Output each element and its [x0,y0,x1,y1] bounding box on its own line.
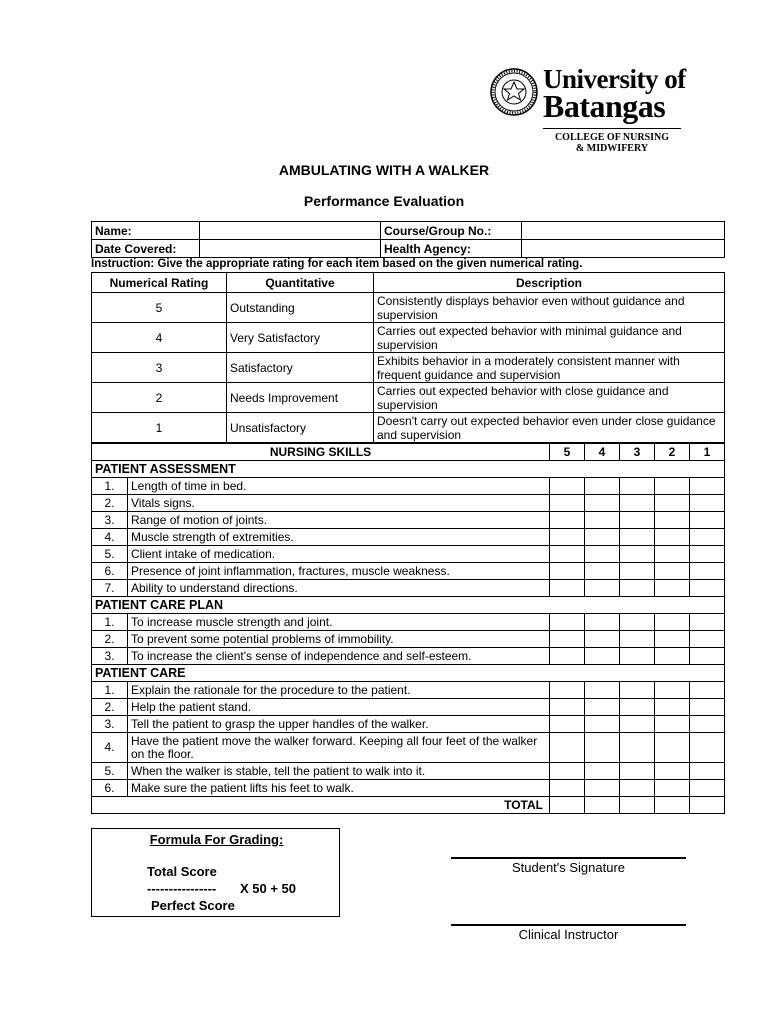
skill-item-row [92,733,725,763]
score-cell[interactable] [690,563,725,580]
rating-header-numerical: Numerical Rating [92,273,227,293]
score-cell[interactable] [620,682,655,699]
skill-item-text: When the walker is stable, tell the patient to walk into it. [128,763,550,780]
score-header-4: 4 [585,444,620,461]
score-cell[interactable] [550,614,585,631]
skill-item-number: 1. [92,614,128,631]
rating-description: Consistently displays behavior even without guidance and supervision [374,293,725,323]
score-cell[interactable] [620,512,655,529]
score-cell[interactable] [585,529,620,546]
course-label: Course/Group No.: [381,222,522,240]
score-cell[interactable] [550,478,585,495]
score-cell[interactable] [690,495,725,512]
score-cell[interactable] [655,478,690,495]
skill-item-text: Muscle strength of extremities. [128,529,550,546]
score-cell[interactable] [690,546,725,563]
score-cell[interactable] [690,699,725,716]
score-cell[interactable] [550,682,585,699]
score-cell[interactable] [550,546,585,563]
score-cell[interactable] [655,682,690,699]
score-cell[interactable] [620,699,655,716]
score-cell[interactable] [690,648,725,665]
university-seal-logo [490,68,538,116]
score-cell[interactable] [620,733,655,763]
skill-item-row [92,546,725,563]
score-cell[interactable] [655,716,690,733]
skill-item-number: 1. [92,682,128,699]
rating-description: Carries out expected behavior with close guidance and supervision [374,383,725,413]
score-cell[interactable] [620,529,655,546]
skill-item-text: Client intake of medication. [128,546,550,563]
score-cell[interactable] [690,780,725,797]
section-title: PATIENT CARE PLAN [92,597,725,614]
rating-quantitative: Very Satisfactory [227,323,374,353]
score-cell[interactable] [655,580,690,597]
rating-description: Doesn't carry out expected behavior even under close guidance and supervision [374,413,725,443]
instruction-text: Instruction: Give the appropriate rating for each item based on the given numerical rating. [91,258,583,270]
nursing-skills-table [91,443,725,814]
skill-item-number: 4. [92,529,128,546]
skill-item-text: Vitals signs. [128,495,550,512]
score-cell[interactable] [620,563,655,580]
score-cell[interactable] [585,495,620,512]
score-cell[interactable] [585,614,620,631]
skill-item-text: Tell the patient to grasp the upper handles of the walker. [128,716,550,733]
score-cell[interactable] [655,529,690,546]
rating-header-description: Description [374,273,725,293]
score-cell[interactable] [585,512,620,529]
score-cell[interactable] [655,546,690,563]
skill-item-number: 5. [92,763,128,780]
rating-row [92,413,725,443]
score-cell[interactable] [585,780,620,797]
student-info-table [91,221,725,258]
score-cell[interactable] [690,614,725,631]
score-header-1: 1 [690,444,725,461]
score-cell[interactable] [690,797,725,814]
course-field[interactable] [522,222,725,240]
score-cell[interactable] [655,512,690,529]
skill-item-text: Have the patient move the walker forward. Keeping all four feet of the walker on the floor. [128,733,550,763]
skill-item-row [92,682,725,699]
score-cell[interactable] [655,563,690,580]
score-cell[interactable] [585,546,620,563]
rating-row [92,353,725,383]
date-field[interactable] [200,240,381,258]
college-name-line1: COLLEGE OF NURSING [554,132,670,143]
score-cell[interactable] [585,699,620,716]
rating-value: 5 [92,293,227,323]
skill-item-row [92,478,725,495]
score-cell[interactable] [655,648,690,665]
score-cell[interactable] [550,648,585,665]
name-field[interactable] [200,222,381,240]
score-cell[interactable] [620,797,655,814]
agency-field[interactable] [522,240,725,258]
skill-item-number: 3. [92,716,128,733]
score-cell[interactable] [620,580,655,597]
score-cell[interactable] [550,512,585,529]
score-cell[interactable] [620,478,655,495]
score-cell[interactable] [690,631,725,648]
skill-item-number: 7. [92,580,128,597]
score-cell[interactable] [585,580,620,597]
skill-item-number: 2. [92,699,128,716]
score-cell[interactable] [690,478,725,495]
instructor-signature-label: Clinical Instructor [518,927,619,942]
score-cell[interactable] [655,797,690,814]
score-cell[interactable] [620,763,655,780]
formula-total-score: Total Score [147,864,217,879]
rating-value: 3 [92,353,227,383]
score-cell[interactable] [585,763,620,780]
score-cell[interactable] [550,563,585,580]
score-cell[interactable] [585,733,620,763]
rating-value: 4 [92,323,227,353]
score-cell[interactable] [620,495,655,512]
skill-item-number: 2. [92,631,128,648]
rating-row [92,293,725,323]
rating-value: 1 [92,413,227,443]
skill-item-row [92,716,725,733]
score-cell[interactable] [550,797,585,814]
score-cell[interactable] [690,716,725,733]
skill-item-row [92,495,725,512]
score-cell[interactable] [550,716,585,733]
score-cell[interactable] [550,733,585,763]
score-cell[interactable] [550,780,585,797]
rating-value: 2 [92,383,227,413]
skill-item-row [92,614,725,631]
student-signature-line[interactable] [451,857,686,859]
name-label: Name: [92,222,200,240]
score-cell[interactable] [550,631,585,648]
skill-item-row [92,780,725,797]
section-title: PATIENT ASSESSMENT [92,461,725,478]
score-cell[interactable] [585,682,620,699]
score-cell[interactable] [690,763,725,780]
score-cell[interactable] [655,763,690,780]
skills-section-header [92,461,725,478]
score-header-2: 2 [655,444,690,461]
rating-scale-table [91,272,725,443]
grading-formula-box [91,828,340,917]
skill-item-row [92,763,725,780]
skill-item-text: To increase the client's sense of independence and self-esteem. [128,648,550,665]
total-label: TOTAL [92,797,550,814]
student-signature-label: Student's Signature [511,860,626,875]
formula-fraction-line: ---------------- [147,881,217,896]
score-cell[interactable] [655,780,690,797]
skill-item-row [92,563,725,580]
score-header-5: 5 [550,444,585,461]
score-cell[interactable] [655,631,690,648]
skill-item-row [92,631,725,648]
formula-multiplier: X 50 + 50 [240,881,297,896]
skill-item-text: To prevent some potential problems of immobility. [128,631,550,648]
score-cell[interactable] [620,546,655,563]
skill-item-number: 6. [92,780,128,797]
skill-item-number: 4. [92,733,128,763]
formula-perfect-score: Perfect Score [151,898,235,913]
date-label: Date Covered: [92,240,200,258]
rating-description: Exhibits behavior in a moderately consistent manner with frequent guidance and supervision [374,353,725,383]
score-cell[interactable] [690,529,725,546]
score-cell[interactable] [655,614,690,631]
agency-label: Health Agency: [381,240,522,258]
skill-item-text: Presence of joint inflammation, fractures, muscle weakness. [128,563,550,580]
skills-header: NURSING SKILLS [92,444,550,461]
rating-quantitative: Satisfactory [227,353,374,383]
university-name-line1: University of [543,64,686,94]
skill-item-text: To increase muscle strength and joint. [128,614,550,631]
skill-item-number: 1. [92,478,128,495]
score-cell[interactable] [620,631,655,648]
score-cell[interactable] [620,780,655,797]
rating-row [92,383,725,413]
skill-item-row [92,512,725,529]
score-cell[interactable] [585,716,620,733]
skill-item-text: Ability to understand directions. [128,580,550,597]
skill-item-text: Range of motion of joints. [128,512,550,529]
skill-item-text: Make sure the patient lifts his feet to walk. [128,780,550,797]
skill-item-number: 3. [92,648,128,665]
instructor-signature-line[interactable] [451,924,686,926]
rating-quantitative: Needs Improvement [227,383,374,413]
score-cell[interactable] [655,699,690,716]
skill-item-row [92,699,725,716]
skill-item-row [92,580,725,597]
score-cell[interactable] [585,797,620,814]
score-cell[interactable] [585,478,620,495]
skills-section-header [92,597,725,614]
total-row [92,797,725,814]
college-name-line2: & MIDWIFERY [575,143,649,154]
score-header-3: 3 [620,444,655,461]
score-cell[interactable] [620,648,655,665]
score-cell[interactable] [655,733,690,763]
score-cell[interactable] [550,529,585,546]
score-cell[interactable] [585,648,620,665]
score-cell[interactable] [690,682,725,699]
formula-title: Formula For Grading: [149,832,284,847]
skill-item-row [92,529,725,546]
score-cell[interactable] [690,512,725,529]
rating-description: Carries out expected behavior with minimal guidance and supervision [374,323,725,353]
score-cell[interactable] [690,580,725,597]
skill-item-text: Length of time in bed. [128,478,550,495]
skills-section-header [92,665,725,682]
university-name-line2: Batangas [543,88,666,124]
score-cell[interactable] [550,763,585,780]
document-title: AMBULATING WITH A WALKER [278,162,490,178]
score-cell[interactable] [550,699,585,716]
score-cell[interactable] [550,495,585,512]
score-cell[interactable] [690,733,725,763]
score-cell[interactable] [620,716,655,733]
rating-quantitative: Unsatisfactory [227,413,374,443]
skill-item-row [92,648,725,665]
score-cell[interactable] [550,580,585,597]
skill-item-number: 2. [92,495,128,512]
header-divider [543,128,681,129]
score-cell[interactable] [655,495,690,512]
document-subtitle: Performance Evaluation [303,193,465,209]
rating-header-quantitative: Quantitative [227,273,374,293]
skill-item-number: 5. [92,546,128,563]
rating-quantitative: Outstanding [227,293,374,323]
skill-item-text: Explain the rationale for the procedure to the patient. [128,682,550,699]
college-name [543,132,681,154]
score-cell[interactable] [620,614,655,631]
skill-item-number: 6. [92,563,128,580]
skill-item-number: 3. [92,512,128,529]
score-cell[interactable] [585,563,620,580]
skill-item-text: Help the patient stand. [128,699,550,716]
section-title: PATIENT CARE [92,665,725,682]
score-cell[interactable] [585,631,620,648]
rating-row [92,323,725,353]
